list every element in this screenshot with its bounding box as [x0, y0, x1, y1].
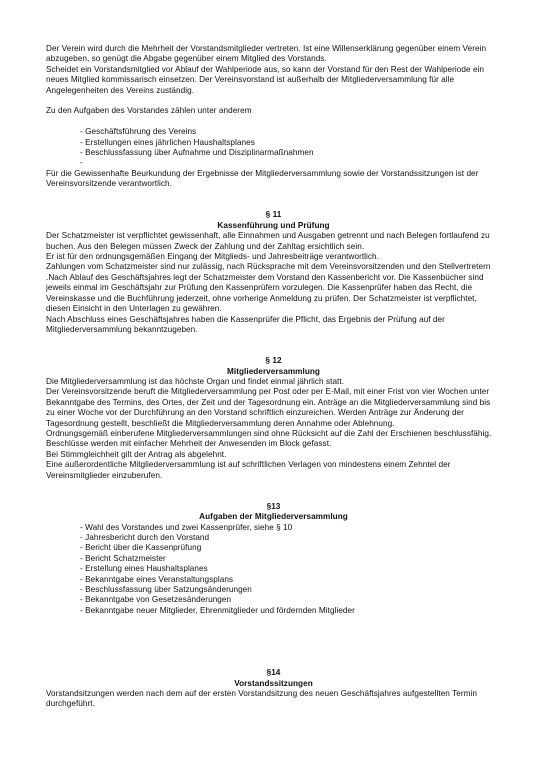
section-13-title: Aufgaben der Mitgliederversammlung: [199, 512, 348, 522]
intro-paragraph-representation: Der Verein wird durch die Mehrheit der Vorstandsmitglieder vertreten. Ist eine Willenserklärung gegenüber einem Verein abzugeben, so genügt die Abgabe gegenüber einem Mitglied des Vorstands.: [46, 44, 487, 64]
section-12-paragraph: Der Vereinsvorsitzende beruft die Mitgliederversammlung per Post oder per E-Mail, mit einer Frist von vier Wochen unter Bekanntgabe des Termins, des Ortes, der Zeit und der Tagesordnung ein. Anträge an die Mitgliederversammlung sind bis zu einer Woche vor der Durchführung an den Vorstand schriftlich einzureichen. Werden Anträge zur Änderung der Tagesordnung gestellt, beschließt die Mitgliederversammlung deren Annahme oder Ablehnung.: [46, 387, 491, 428]
document-page: [46, 44, 501, 710]
section-11-paragraph: Nach Abschluss eines Geschäftsjahres haben die Kassenprüfer die Pflicht, das Ergebnis der Prüfung auf der Mitgliederversammlung bekanntzugeben.: [46, 314, 445, 334]
list-item: -: [80, 158, 83, 168]
intro-paragraph-minutes: Für die Gewissenhafte Beurkundung der Ergebnisse der Mitgliederversammlung sowie der Vorstandssitzungen ist der Vereinsvorsitzende verantwortlich.: [46, 168, 479, 189]
section-11-title: Kassenführung und Prüfung: [217, 220, 330, 230]
section-12-paragraph: Bei Stimmgleichheit gilt der Antrag als abgelehnt.: [46, 449, 227, 459]
spacer: [46, 335, 501, 345]
spacer: [46, 96, 501, 106]
section-11-paragraph: Zahlungen vom Schatzmeister sind nur zulässig, nach Rücksprache mit dem Vereinsvorsitzenden und den Stellvertretern .Nach Ablauf des Geschäftsjahres legt der Schatzmeister dem Vorstand den Kassenbericht vor. Die Kassenbücher sind jeweils einmal im Geschäftsjahr zur Prüfung den Kassenprüfern vorzulegen. Die Kassenprüfer haben das Recht, die Vereinskasse und die Buchführung jederzeit, ohne vorherige Anmeldung zu prüfen. Der Schatzmeister ist verpflichtet, diesen Einsicht in den Unterlagen zu gewähren.: [46, 262, 491, 314]
list-item: - Bekanntgabe eines Veranstaltungsplans: [80, 574, 234, 584]
list-item: - Bekanntgabe neuer Mitglieder, Ehrenmitglieder und fördernden Mitglieder: [80, 605, 355, 615]
spacer: [46, 616, 501, 668]
spacer: [46, 346, 501, 356]
list-item: - Beschlussfassung über Satzungsänderungen: [80, 585, 252, 594]
spacer: [46, 117, 501, 127]
section-14-title: Vorstandssitzungen: [234, 678, 313, 688]
section-12-paragraph: Eine außerordentliche Mitgliederversammlung ist auf schriftlichen Verlagen von mindestens einem Zehntel der Vereinsmitglieder einzuberufen.: [46, 460, 451, 480]
list-item: - Jahresbericht durch den Vorstand: [80, 532, 210, 542]
section-14-paragraph: Vorstandsitzungen werden nach dem auf der ersten Vorstandsitzung des neuen Geschäftsjahres aufgestellten Termin durchgeführt.: [46, 689, 477, 709]
section-12-title: Mitgliederversammlung: [227, 366, 320, 376]
section-12-paragraph: Ordnungsgemäß einberufene Mitgliederversammlungen sind ohne Rücksicht auf die Zahl der Erschienen beschlussfähig. Beschlüsse werden mit einfacher Mehrheit der Anwesenden im Block gefasst.: [46, 428, 492, 449]
spacer: [46, 200, 501, 210]
spacer: [46, 481, 501, 491]
list-item: - Erstellungen eines jährlichen Haushaltsplanes: [80, 137, 255, 147]
list-item: - Beschlussfassung über Aufnahme und Disziplinarmaßnahmen: [80, 148, 314, 158]
section-11-number: § 11: [265, 210, 282, 220]
section-12-number: § 12: [265, 356, 282, 366]
spacer: [46, 190, 501, 200]
list-item: - Bericht über die Kassenprüfung: [80, 543, 202, 553]
list-item: - Erstellung eines Haushaltsplanes: [80, 564, 208, 574]
list-item: - Bericht Schatzmeister: [80, 553, 166, 563]
section-11-paragraph: Der Schatzmeister ist verpflichtet gewissenhaft, alle Einnahmen und Ausgaben getrennt und nach Belegen fortlaufend zu buchen. Aus den Belegen müssen Zweck der Zahlung und der Zahltag ersichtlich sein.: [46, 231, 490, 251]
board-tasks-list: [46, 127, 501, 169]
spacer: [46, 491, 501, 501]
intro-paragraph-vacancy: Scheidet ein Vorstandsmitglied vor Ablauf der Wahlperiode aus, so kann der Vorstand für den Rest der Wahlperiode ein neues Mitglied kommissarisch einsetzen. Der Vereinsvorstand ist außerhalb der Mitgliederversammlung für alle Angelegenheiten des Vereins zuständig.: [46, 64, 485, 95]
section-14-number: §14: [266, 668, 281, 678]
section-13-number: §13: [266, 501, 281, 511]
section-11-paragraph: Er ist für den ordnungsgemäßen Eingang der Mitglieds- und Jahresbeiträge verantwortlich.: [46, 252, 379, 262]
list-item: - Bekanntgabe von Gesetzesänderungen: [80, 595, 232, 605]
assembly-tasks-list: [46, 523, 501, 617]
list-item: - Geschäftsführung des Vereins: [80, 127, 197, 137]
tasks-intro: Zu den Aufgaben des Vorstandes zählen unter anderem: [46, 106, 252, 116]
section-12-paragraph: Die Mitgliederversammlung ist das höchste Organ und findet einmal jährlich statt.: [46, 376, 345, 386]
list-item: - Wahl des Vorstandes und zwei Kassenprüfer, siehe § 10: [80, 522, 293, 532]
